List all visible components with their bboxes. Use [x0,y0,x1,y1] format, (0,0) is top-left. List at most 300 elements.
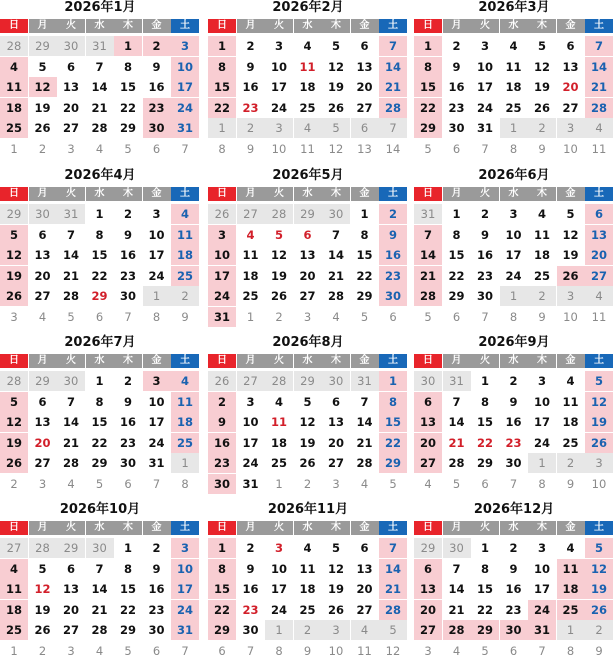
day-cell: 11 [562,394,579,409]
day-cell: 11 [299,561,316,576]
adjacent-month-day: 1 [528,453,556,473]
day-cell: 5 [0,225,28,245]
weekday-header: 木 [528,187,556,201]
day-cell: 13 [62,582,79,596]
weekday-header: 木 [528,19,556,33]
day-cell: 8 [95,227,104,242]
day-cell: 18 [533,248,550,262]
day-cell: 17 [171,77,199,97]
adjacent-month-day: 1 [500,118,528,138]
adjacent-month-day: 30 [322,204,350,224]
adjacent-month-day: 7 [509,476,518,491]
day-cell: 11 [299,59,316,74]
day-cell: 15 [91,415,108,429]
day-cell: 7 [95,561,104,576]
weekday-header: 日 [414,19,442,33]
day-cell: 13 [327,415,344,429]
day-cell: 30 [242,623,259,637]
adjacent-month-day: 31 [414,204,442,224]
weekday-header: 金 [557,19,585,33]
day-cell: 19 [585,412,613,432]
day-cell: 29 [356,289,373,303]
day-cell: 22 [476,435,493,450]
adjacent-month-day: 1 [171,453,199,473]
adjacent-month-day: 29 [0,204,28,224]
adjacent-month-day: 31 [86,36,114,56]
month-title: 2026年6月 [478,168,550,183]
day-cell: 18 [299,582,316,596]
day-cell: 5 [0,392,28,412]
day-cell: 24 [505,268,522,283]
day-cell: 11 [242,248,259,262]
day-cell: 3 [171,36,199,56]
adjacent-month-day: 10 [328,643,344,658]
day-cell: 23 [242,100,259,115]
month-title: 2026年4月 [64,168,136,183]
adjacent-month-day: 8 [275,643,283,658]
adjacent-month-day: 2 [557,453,585,473]
day-cell: 14 [379,559,407,579]
weekday-header: 月 [443,354,471,368]
day-cell: 19 [533,80,550,94]
day-cell: 27 [414,453,442,473]
day-cell: 30 [448,121,465,135]
month-1 [0,0,200,155]
day-cell: 12 [562,227,579,242]
day-cell: 28 [327,289,344,303]
day-cell: 4 [274,394,283,409]
weekday-header: 火 [471,187,499,201]
weekday-header: 日 [208,521,236,535]
adjacent-month-day: 4 [585,286,613,306]
weekday-header: 月 [443,521,471,535]
day-cell: 31 [476,121,493,135]
day-cell: 17 [270,80,287,94]
day-cell: 13 [414,579,442,599]
day-cell: 3 [480,39,489,53]
day-cell: 20 [562,80,579,94]
day-cell: 18 [0,600,28,620]
day-cell: 25 [562,435,579,450]
adjacent-month-day: 5 [452,476,461,491]
day-cell: 7 [95,59,104,74]
weekday-header: 木 [528,354,556,368]
day-cell: 7 [452,561,461,576]
adjacent-month-day: 13 [357,141,372,156]
adjacent-month-day: 1 [500,286,528,306]
adjacent-month-day: 11 [591,141,607,156]
month-8 [208,335,408,490]
day-cell: 4 [303,541,312,555]
day-cell: 20 [356,582,373,596]
day-cell: 15 [208,77,236,97]
month-title: 2026年2月 [272,0,344,15]
day-cell: 25 [242,289,259,303]
day-cell: 16 [242,80,259,94]
day-cell: 3 [171,538,199,558]
day-cell: 16 [505,415,522,429]
day-cell: 19 [327,80,344,94]
adjacent-month-day: 4 [294,118,322,138]
day-cell: 10 [208,245,236,265]
adjacent-month-day: 2 [275,309,283,324]
day-cell: 26 [327,602,344,617]
day-cell: 26 [327,100,344,115]
day-cell: 14 [356,415,373,429]
day-cell: 1 [480,541,489,555]
day-cell: 8 [414,57,442,77]
day-cell: 13 [34,415,51,429]
adjacent-month-day: 3 [265,118,293,138]
day-cell: 19 [327,582,344,596]
day-cell: 31 [171,620,199,640]
adjacent-month-day: 27 [237,371,265,391]
day-cell: 1 [379,371,407,391]
weekday-header: 火 [265,19,293,33]
day-cell: 2 [379,204,407,224]
day-cell: 6 [303,227,312,242]
adjacent-month-day: 7 [379,118,407,138]
weekday-header: 水 [86,521,114,535]
day-cell: 21 [62,268,79,283]
day-cell: 1 [452,207,461,221]
day-cell: 30 [143,118,171,138]
day-cell: 11 [0,579,28,599]
day-cell: 10 [533,561,550,576]
weekday-header: 火 [265,521,293,535]
weekday-header: 火 [471,354,499,368]
adjacent-month-day: 7 [481,141,489,156]
day-cell: 25 [299,100,316,115]
day-cell: 29 [448,289,465,303]
day-cell: 26 [0,286,28,306]
weekday-header: 日 [0,521,28,535]
day-cell: 17 [171,579,199,599]
day-cell: 15 [119,582,136,596]
adjacent-month-day: 4 [95,141,104,156]
weekday-header: 月 [29,354,57,368]
day-cell: 25 [557,600,585,620]
weekday-header: 木 [322,19,350,33]
adjacent-month-day: 1 [246,309,255,324]
weekday-header: 土 [585,354,613,368]
day-cell: 7 [379,538,407,558]
day-cell: 4 [566,374,575,388]
day-cell: 26 [34,623,51,637]
day-cell: 9 [152,59,161,74]
day-cell: 27 [327,456,344,470]
day-cell: 29 [91,289,108,303]
day-cell: 22 [208,600,236,620]
day-cell: 28 [585,98,613,118]
day-cell: 7 [452,394,461,409]
adjacent-month-day: 7 [181,141,189,156]
day-cell: 3 [246,394,255,409]
weekday-header: 水 [500,187,528,201]
day-cell: 1 [208,538,236,558]
day-cell: 10 [242,415,259,429]
adjacent-month-day: 6 [452,141,461,156]
day-cell: 18 [242,268,259,283]
day-cell: 11 [505,59,522,74]
adjacent-month-day: 8 [566,643,575,658]
day-cell: 22 [119,100,136,115]
adjacent-month-day: 4 [351,620,379,640]
weekday-header: 火 [471,19,499,33]
adjacent-month-day: 31 [351,371,379,391]
day-cell: 21 [379,77,407,97]
adjacent-month-day: 29 [294,204,322,224]
adjacent-month-day: 3 [585,453,613,473]
month-title: 2026年10月 [59,502,141,517]
day-cell: 5 [537,39,546,53]
day-cell: 3 [152,207,161,221]
day-cell: 25 [171,266,199,286]
day-cell: 5 [38,59,47,74]
adjacent-month-day: 1 [10,141,18,156]
day-cell: 31 [148,456,165,470]
day-cell: 28 [91,121,108,135]
day-cell: 31 [171,118,199,138]
day-cell: 9 [246,561,255,576]
adjacent-month-day: 9 [246,141,255,156]
day-cell: 30 [119,456,136,470]
weekday-header: 土 [379,19,407,33]
day-cell: 24 [171,98,199,118]
adjacent-month-day: 29 [414,538,442,558]
day-cell: 15 [379,412,407,432]
day-cell: 22 [448,268,465,283]
adjacent-month-day: 4 [585,118,613,138]
adjacent-month-day: 31 [57,204,85,224]
day-cell: 21 [356,435,373,450]
day-cell: 19 [0,433,28,453]
day-cell: 12 [533,59,550,74]
adjacent-month-day: 3 [67,643,75,658]
day-cell: 22 [379,433,407,453]
day-cell: 5 [331,541,340,555]
adjacent-month-day: 31 [443,371,471,391]
weekday-header: 月 [237,521,265,535]
day-cell: 20 [327,435,344,450]
adjacent-month-day: 9 [538,141,546,156]
weekday-header: 土 [585,19,613,33]
day-cell: 17 [533,415,550,429]
adjacent-month-day: 2 [38,141,47,156]
day-cell: 16 [119,248,136,262]
day-cell: 12 [34,582,51,596]
day-cell: 29 [414,118,442,138]
day-cell: 10 [476,59,493,74]
day-cell: 22 [91,268,108,283]
weekday-header: 木 [322,521,350,535]
day-cell: 9 [123,394,132,409]
day-cell: 6 [66,561,75,576]
month-3 [414,0,614,155]
day-cell: 8 [480,394,489,409]
day-cell: 30 [505,456,522,470]
day-cell: 9 [509,561,518,576]
day-cell: 27 [585,266,613,286]
day-cell: 21 [414,266,442,286]
day-cell: 21 [448,602,465,617]
weekday-header: 火 [57,187,85,201]
day-cell: 8 [379,392,407,412]
day-cell: 18 [0,98,28,118]
weekday-header: 月 [29,19,57,33]
day-cell: 15 [91,248,108,262]
weekday-header: 土 [171,19,199,33]
day-cell: 2 [509,541,518,555]
day-cell: 28 [62,456,79,470]
day-cell: 20 [585,245,613,265]
weekday-header: 日 [414,521,442,535]
day-cell: 2 [246,541,255,555]
adjacent-month-day: 10 [563,309,578,324]
weekday-header: 火 [57,354,85,368]
adjacent-month-day: 4 [38,309,47,324]
adjacent-month-day: 6 [152,643,161,658]
day-cell: 25 [505,100,522,115]
day-cell: 10 [171,559,199,579]
adjacent-month-day: 7 [124,309,132,324]
day-cell: 15 [476,582,493,596]
day-cell: 15 [476,415,493,429]
day-cell: 9 [509,394,518,409]
day-cell: 4 [0,559,28,579]
day-cell: 14 [327,248,344,262]
day-cell: 18 [562,415,579,429]
month-10 [0,502,200,657]
day-cell: 28 [443,620,471,640]
day-cell: 24 [148,268,165,283]
day-cell: 24 [270,602,287,617]
day-cell: 23 [119,435,136,450]
day-cell: 13 [356,561,373,576]
day-cell: 24 [533,435,550,450]
day-cell: 10 [171,57,199,77]
day-cell: 11 [0,77,28,97]
day-cell: 28 [91,623,108,637]
day-cell: 25 [171,433,199,453]
adjacent-month-day: 29 [294,371,322,391]
weekday-header: 水 [294,354,322,368]
day-cell: 8 [123,561,132,576]
day-cell: 30 [208,474,236,494]
day-cell: 2 [152,541,161,555]
day-cell: 14 [91,80,108,94]
adjacent-month-day: 5 [124,643,132,658]
weekday-header: 水 [500,521,528,535]
day-cell: 16 [448,80,465,94]
day-cell: 20 [34,435,51,450]
adjacent-month-day: 7 [246,643,255,658]
adjacent-month-day: 3 [38,476,47,491]
day-cell: 20 [414,433,442,453]
day-cell: 12 [327,561,344,576]
day-cell: 1 [95,374,104,388]
day-cell: 25 [299,602,316,617]
weekday-header: 木 [114,354,142,368]
day-cell: 4 [171,204,199,224]
day-cell: 31 [208,307,236,327]
day-cell: 13 [585,225,613,245]
adjacent-month-day: 28 [265,371,293,391]
day-cell: 27 [34,289,51,303]
month-title: 2026年7月 [64,335,136,350]
day-cell: 19 [299,435,316,450]
month-4 [0,168,200,323]
month-11 [208,502,408,657]
adjacent-month-day: 6 [389,309,397,324]
day-cell: 10 [148,227,165,242]
day-cell: 13 [299,248,316,262]
day-cell: 3 [537,374,546,388]
adjacent-month-day: 8 [181,476,189,491]
day-cell: 26 [585,600,613,620]
adjacent-month-day: 3 [557,118,585,138]
day-cell: 2 [509,374,518,388]
weekday-header: 日 [0,19,28,33]
adjacent-month-day: 11 [591,309,607,324]
day-cell: 6 [360,39,369,53]
day-cell: 5 [566,207,575,221]
day-cell: 27 [34,456,51,470]
day-cell: 30 [148,623,165,637]
day-cell: 28 [379,600,407,620]
weekday-header: 水 [500,354,528,368]
day-cell: 23 [476,268,493,283]
adjacent-month-day: 4 [424,476,432,491]
day-cell: 11 [171,225,199,245]
weekday-header: 金 [351,521,379,535]
day-cell: 3 [509,207,518,221]
adjacent-month-day: 4 [67,476,75,491]
day-cell: 28 [448,456,465,470]
adjacent-month-day: 7 [481,309,489,324]
adjacent-month-day: 28 [29,538,57,558]
adjacent-month-day: 2 [528,118,556,138]
day-cell: 2 [480,207,489,221]
adjacent-month-day: 3 [332,476,340,491]
day-cell: 21 [62,435,79,450]
day-cell: 5 [303,394,312,409]
day-cell: 26 [270,289,287,303]
day-cell: 6 [331,394,340,409]
day-cell: 17 [270,582,287,596]
day-cell: 21 [448,435,465,450]
adjacent-month-day: 27 [0,538,28,558]
day-cell: 15 [208,579,236,599]
weekday-header: 水 [86,19,114,33]
adjacent-month-day: 14 [385,141,401,156]
day-cell: 3 [143,371,171,391]
day-cell: 6 [38,227,47,242]
weekday-header: 日 [208,354,236,368]
weekday-header: 火 [57,521,85,535]
adjacent-month-day: 8 [509,309,518,324]
day-cell: 5 [274,227,283,242]
day-cell: 25 [0,620,28,640]
day-cell: 1 [360,207,369,221]
adjacent-month-day: 29 [57,538,85,558]
weekday-header: 月 [443,187,471,201]
day-cell: 14 [448,415,465,429]
adjacent-month-day: 2 [237,118,265,138]
day-cell: 19 [270,268,287,283]
day-cell: 8 [123,59,132,74]
day-cell: 7 [331,227,340,242]
